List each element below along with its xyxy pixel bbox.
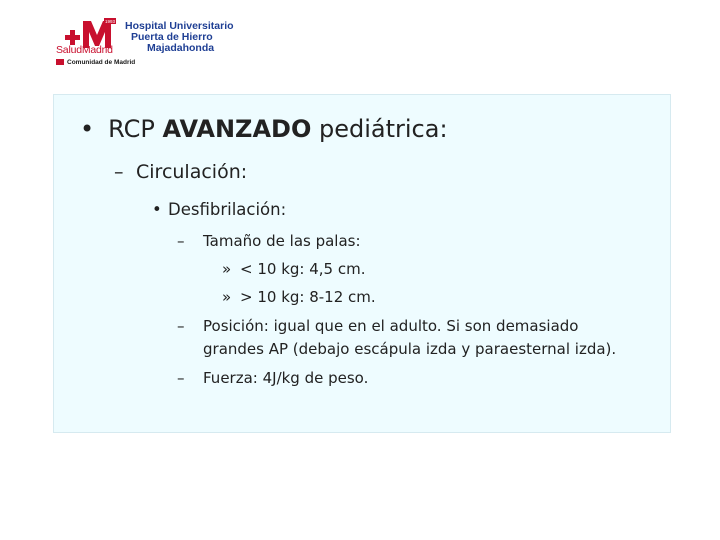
item-fuerza [177, 369, 368, 387]
comunidad-flag-icon [56, 59, 64, 65]
dash-level-4: – [177, 232, 185, 250]
dash-level-4: – [177, 369, 185, 387]
tamano-text: Tamaño de las palas: [203, 232, 361, 250]
hospital-name-line-3: Majadahonda [147, 42, 215, 54]
hospital-logo [56, 14, 256, 72]
dash-level-2: – [114, 161, 124, 183]
item-desfibrilacion [152, 200, 286, 219]
circulacion-text: Circulación: [136, 161, 248, 183]
slide-content-box [53, 94, 671, 433]
comunidad-madrid-label [56, 59, 135, 66]
item-tamano [177, 232, 361, 250]
dash-level-4: – [177, 317, 185, 335]
hospital-name-line-2: Puerta de Hierro [131, 31, 213, 43]
bullet-level-1: • [80, 115, 95, 143]
item-size-small [222, 260, 365, 278]
desfibrilacion-text: Desfibrilación: [168, 200, 287, 219]
posicion-text-line-1: Posición: igual que en el adulto. Si son demasiado [203, 317, 579, 335]
posicion-text-line-2: grandes AP (debajo escápula izda y paraesternal izda). [203, 340, 617, 358]
item-posicion [177, 317, 578, 335]
item-size-large [222, 288, 376, 306]
fuerza-text: Fuerza: 4J/kg de peso. [203, 369, 369, 387]
comunidad-text: Comunidad de Madrid [67, 59, 136, 66]
logo-badge-text: 1993 [104, 18, 116, 24]
heading-suffix: pediátrica: [311, 115, 448, 143]
item-posicion-continued [203, 340, 616, 358]
heading-rcp-avanzado [80, 115, 448, 143]
size-small-text: < 10 kg: 4,5 cm. [240, 260, 366, 278]
heading-prefix: RCP [108, 115, 163, 143]
salud-madrid-text: SaludMadrid [56, 44, 113, 56]
item-circulacion [114, 161, 247, 183]
bullet-level-3: • [152, 200, 162, 219]
raquo-marker: » [222, 288, 232, 306]
raquo-marker: » [222, 260, 232, 278]
hospital-name-line-1: Hospital Universitario [125, 20, 234, 32]
size-large-text: > 10 kg: 8-12 cm. [240, 288, 376, 306]
hospital-name [125, 21, 234, 54]
heading-bold: AVANZADO [162, 115, 312, 143]
